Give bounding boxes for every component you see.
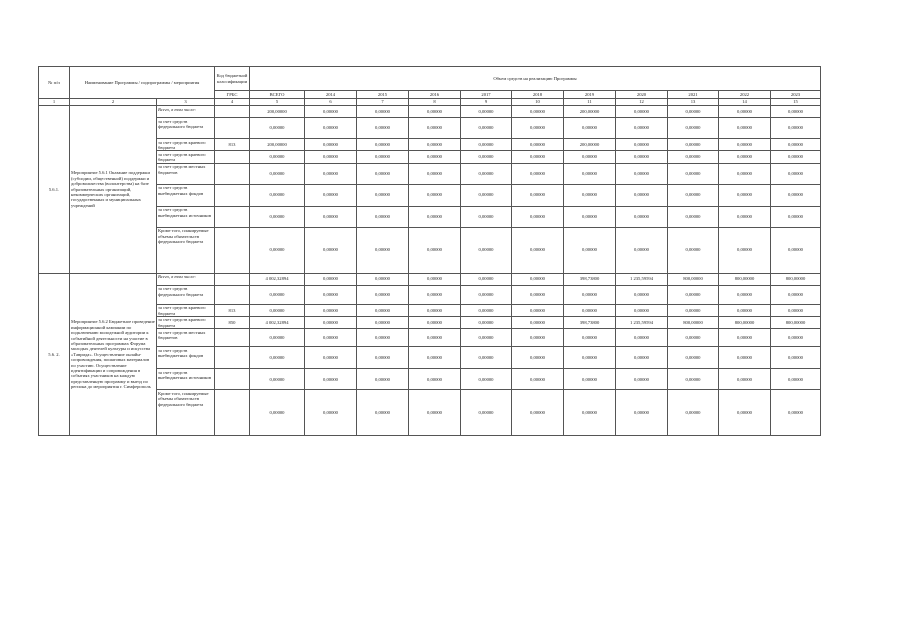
amount-cell: 0,00000 bbox=[668, 304, 719, 316]
funding-source: за счет средств местных бюджетов bbox=[157, 163, 215, 184]
amount-cell: 0,00000 bbox=[512, 118, 564, 139]
amount-cell: 0,00000 bbox=[668, 139, 719, 151]
amount-cell: 0,00000 bbox=[409, 151, 461, 163]
table-row bbox=[39, 118, 821, 139]
table-row bbox=[39, 163, 821, 184]
amount-cell: 0,00000 bbox=[564, 285, 616, 304]
header-year: 2019 bbox=[564, 91, 616, 99]
amount-cell: 0,00000 bbox=[719, 151, 771, 163]
header-grbs: ГРБС bbox=[215, 91, 250, 99]
amount-cell: 800,00000 bbox=[771, 316, 821, 328]
amount-cell: 1 235,59594 bbox=[616, 316, 668, 328]
amount-cell: 0,00000 bbox=[512, 139, 564, 151]
table-row bbox=[39, 390, 821, 436]
amount-cell: 0,00000 bbox=[461, 390, 512, 436]
amount-cell: 0,00000 bbox=[668, 369, 719, 390]
amount-cell: 0,00000 bbox=[512, 273, 564, 285]
amount-cell: 0,00000 bbox=[461, 184, 512, 206]
table-row bbox=[39, 227, 821, 273]
amount-cell: 0,00000 bbox=[668, 347, 719, 369]
amount-cell: 0,00000 bbox=[512, 151, 564, 163]
table-row bbox=[39, 273, 821, 285]
amount-cell: 398,73800 bbox=[564, 273, 616, 285]
amount-cell: 200,00000 bbox=[564, 106, 616, 118]
funding-source: Всего, в том числе: bbox=[157, 273, 215, 285]
amount-cell: 0,00000 bbox=[512, 227, 564, 273]
amount-cell: 0,00000 bbox=[357, 163, 409, 184]
amount-cell: 0,00000 bbox=[668, 184, 719, 206]
table-row bbox=[39, 285, 821, 304]
header-year: 2020 bbox=[616, 91, 668, 99]
amount-cell: 0,00000 bbox=[461, 118, 512, 139]
amount-cell: 0,00000 bbox=[616, 184, 668, 206]
amount-cell: 0,00000 bbox=[409, 106, 461, 118]
amount-cell: 398,73800 bbox=[564, 316, 616, 328]
amount-cell: 0,00000 bbox=[668, 227, 719, 273]
amount-cell: 0,00000 bbox=[357, 369, 409, 390]
budget-table bbox=[38, 66, 821, 436]
amount-cell: 0,00000 bbox=[461, 347, 512, 369]
amount-cell: 0,00000 bbox=[719, 227, 771, 273]
amount-cell: 0,00000 bbox=[564, 163, 616, 184]
amount-cell: 0,00000 bbox=[409, 316, 461, 328]
amount-cell: 0,00000 bbox=[668, 163, 719, 184]
amount-cell: 0,00000 bbox=[461, 139, 512, 151]
amount-cell: 0,00000 bbox=[512, 163, 564, 184]
amount-cell: 0,00000 bbox=[409, 285, 461, 304]
amount-cell: 0,00000 bbox=[771, 118, 821, 139]
amount-cell: 0,00000 bbox=[250, 304, 305, 316]
amount-cell: 0,00000 bbox=[250, 184, 305, 206]
column-index: 14 bbox=[719, 99, 771, 106]
amount-cell: 0,00000 bbox=[616, 151, 668, 163]
amount-cell: 0,00000 bbox=[409, 347, 461, 369]
amount-cell: 0,00000 bbox=[357, 273, 409, 285]
amount-cell: 0,00000 bbox=[668, 285, 719, 304]
amount-cell: 0,00000 bbox=[461, 329, 512, 347]
amount-cell: 0,00000 bbox=[305, 227, 357, 273]
amount-cell: 0,00000 bbox=[305, 163, 357, 184]
amount-cell: 200,00000 bbox=[250, 139, 305, 151]
amount-cell: 0,00000 bbox=[461, 206, 512, 227]
amount-cell: 0,00000 bbox=[357, 139, 409, 151]
amount-cell: 0,00000 bbox=[564, 390, 616, 436]
amount-cell: 0,00000 bbox=[719, 139, 771, 151]
amount-cell: 0,00000 bbox=[771, 285, 821, 304]
amount-cell: 0,00000 bbox=[512, 184, 564, 206]
amount-cell: 0,00000 bbox=[461, 273, 512, 285]
amount-cell: 0,00000 bbox=[461, 316, 512, 328]
amount-cell: 0,00000 bbox=[305, 369, 357, 390]
amount-cell: 4 002,32894 bbox=[250, 273, 305, 285]
amount-cell: 0,00000 bbox=[409, 227, 461, 273]
amount-cell: 0,00000 bbox=[616, 347, 668, 369]
table-row bbox=[39, 316, 821, 328]
amount-cell: 1 235,59594 bbox=[616, 273, 668, 285]
amount-cell: 0,00000 bbox=[668, 206, 719, 227]
funding-source: за счет средств краевого бюджета bbox=[157, 304, 215, 316]
amount-cell: 800,00000 bbox=[719, 316, 771, 328]
amount-cell: 800,00000 bbox=[668, 316, 719, 328]
amount-cell: 0,00000 bbox=[409, 304, 461, 316]
funding-source: за счет средств краевого бюджета bbox=[157, 316, 215, 328]
grbs-code bbox=[215, 106, 250, 118]
column-index: 12 bbox=[616, 99, 668, 106]
amount-cell: 0,00000 bbox=[771, 227, 821, 273]
funding-source: за счет средств внебюджетных источников bbox=[157, 369, 215, 390]
amount-cell: 0,00000 bbox=[719, 163, 771, 184]
amount-cell: 0,00000 bbox=[512, 106, 564, 118]
amount-cell: 0,00000 bbox=[250, 369, 305, 390]
amount-cell: 0,00000 bbox=[512, 316, 564, 328]
grbs-code: 813 bbox=[215, 139, 250, 151]
amount-cell: 0,00000 bbox=[771, 106, 821, 118]
amount-cell: 0,00000 bbox=[357, 390, 409, 436]
amount-cell: 0,00000 bbox=[771, 206, 821, 227]
amount-cell: 0,00000 bbox=[357, 304, 409, 316]
header-year: 2015 bbox=[357, 91, 409, 99]
amount-cell: 4 002,32894 bbox=[250, 316, 305, 328]
header-year: 2014 bbox=[305, 91, 357, 99]
amount-cell: 0,00000 bbox=[564, 329, 616, 347]
amount-cell: 0,00000 bbox=[357, 316, 409, 328]
amount-cell: 0,00000 bbox=[668, 329, 719, 347]
amount-cell: 800,00000 bbox=[771, 273, 821, 285]
amount-cell: 0,00000 bbox=[357, 118, 409, 139]
header-year: 2017 bbox=[461, 91, 512, 99]
grbs-code bbox=[215, 347, 250, 369]
amount-cell: 0,00000 bbox=[305, 316, 357, 328]
amount-cell: 0,00000 bbox=[564, 227, 616, 273]
amount-cell: 0,00000 bbox=[409, 390, 461, 436]
amount-cell: 0,00000 bbox=[512, 206, 564, 227]
amount-cell: 800,00000 bbox=[719, 273, 771, 285]
amount-cell: 0,00000 bbox=[305, 390, 357, 436]
amount-cell: 0,00000 bbox=[564, 347, 616, 369]
amount-cell: 0,00000 bbox=[409, 206, 461, 227]
amount-cell: 0,00000 bbox=[616, 329, 668, 347]
grbs-code bbox=[215, 227, 250, 273]
amount-cell: 0,00000 bbox=[250, 227, 305, 273]
funding-source: за счет средств внебюджетных источников bbox=[157, 206, 215, 227]
amount-cell: 0,00000 bbox=[512, 347, 564, 369]
amount-cell: 0,00000 bbox=[305, 347, 357, 369]
funding-source: Кроме того, планируемые объемы обязательств федерального бюджета bbox=[157, 227, 215, 273]
table-row bbox=[39, 329, 821, 347]
funding-source: за счет средств местных бюджетов bbox=[157, 329, 215, 347]
column-index: 7 bbox=[357, 99, 409, 106]
amount-cell: 0,00000 bbox=[719, 106, 771, 118]
amount-cell: 0,00000 bbox=[719, 369, 771, 390]
amount-cell: 0,00000 bbox=[616, 118, 668, 139]
grbs-code bbox=[215, 285, 250, 304]
column-index: 1 bbox=[39, 99, 70, 106]
amount-cell: 0,00000 bbox=[409, 118, 461, 139]
amount-cell: 0,00000 bbox=[409, 369, 461, 390]
grbs-code bbox=[215, 184, 250, 206]
amount-cell: 0,00000 bbox=[305, 151, 357, 163]
amount-cell: 0,00000 bbox=[616, 304, 668, 316]
amount-cell: 0,00000 bbox=[616, 139, 668, 151]
amount-cell: 0,00000 bbox=[409, 139, 461, 151]
grbs-code: 813 bbox=[215, 304, 250, 316]
funding-source: за счет средств внебюджетных фондов bbox=[157, 184, 215, 206]
amount-cell: 0,00000 bbox=[461, 151, 512, 163]
column-index: 15 bbox=[771, 99, 821, 106]
amount-cell: 0,00000 bbox=[305, 184, 357, 206]
amount-cell: 0,00000 bbox=[564, 369, 616, 390]
grbs-code bbox=[215, 151, 250, 163]
amount-cell: 0,00000 bbox=[719, 184, 771, 206]
table-row bbox=[39, 184, 821, 206]
amount-cell: 200,00000 bbox=[564, 139, 616, 151]
amount-cell: 0,00000 bbox=[409, 329, 461, 347]
amount-cell: 0,00000 bbox=[616, 369, 668, 390]
amount-cell: 0,00000 bbox=[250, 206, 305, 227]
column-index: 9 bbox=[461, 99, 512, 106]
amount-cell: 0,00000 bbox=[305, 118, 357, 139]
amount-cell: 0,00000 bbox=[250, 151, 305, 163]
amount-cell: 0,00000 bbox=[512, 390, 564, 436]
amount-cell: 0,00000 bbox=[409, 273, 461, 285]
item-number: 5.6. 2. bbox=[39, 273, 70, 436]
amount-cell: 0,00000 bbox=[250, 347, 305, 369]
amount-cell: 0,00000 bbox=[564, 304, 616, 316]
grbs-code bbox=[215, 206, 250, 227]
column-index: 5 bbox=[250, 99, 305, 106]
amount-cell: 0,00000 bbox=[250, 329, 305, 347]
table-row bbox=[39, 139, 821, 151]
amount-cell: 0,00000 bbox=[357, 151, 409, 163]
grbs-code bbox=[215, 390, 250, 436]
table-row bbox=[39, 304, 821, 316]
amount-cell: 0,00000 bbox=[409, 163, 461, 184]
column-index: 8 bbox=[409, 99, 461, 106]
header-year: 2023 bbox=[771, 91, 821, 99]
amount-cell: 0,00000 bbox=[357, 184, 409, 206]
amount-cell: 0,00000 bbox=[719, 118, 771, 139]
amount-cell: 0,00000 bbox=[771, 369, 821, 390]
table-row bbox=[39, 369, 821, 390]
amount-cell: 0,00000 bbox=[719, 206, 771, 227]
amount-cell: 0,00000 bbox=[616, 106, 668, 118]
amount-cell: 0,00000 bbox=[461, 369, 512, 390]
funding-source: Кроме того, планируемые объемы обязательств федерального бюджета bbox=[157, 390, 215, 436]
column-index: 11 bbox=[564, 99, 616, 106]
amount-cell: 0,00000 bbox=[250, 390, 305, 436]
grbs-code bbox=[215, 163, 250, 184]
amount-cell: 0,00000 bbox=[305, 139, 357, 151]
table-row bbox=[39, 347, 821, 369]
amount-cell: 0,00000 bbox=[461, 163, 512, 184]
amount-cell: 0,00000 bbox=[668, 390, 719, 436]
amount-cell: 0,00000 bbox=[409, 184, 461, 206]
amount-cell: 0,00000 bbox=[616, 206, 668, 227]
amount-cell: 0,00000 bbox=[668, 151, 719, 163]
funding-source: за счет средств краевого бюджета bbox=[157, 139, 215, 151]
column-index: 6 bbox=[305, 99, 357, 106]
amount-cell: 0,00000 bbox=[357, 347, 409, 369]
amount-cell: 0,00000 bbox=[771, 151, 821, 163]
amount-cell: 0,00000 bbox=[616, 163, 668, 184]
column-index: 3 bbox=[157, 99, 215, 106]
amount-cell: 0,00000 bbox=[461, 285, 512, 304]
amount-cell: 0,00000 bbox=[719, 285, 771, 304]
header-year: 2022 bbox=[719, 91, 771, 99]
amount-cell: 0,00000 bbox=[357, 329, 409, 347]
amount-cell: 0,00000 bbox=[512, 285, 564, 304]
amount-cell: 0,00000 bbox=[357, 106, 409, 118]
column-index: 2 bbox=[70, 99, 157, 106]
funding-source: за счет средств федерального бюджета bbox=[157, 118, 215, 139]
item-number: 5.6.1. bbox=[39, 106, 70, 274]
amount-cell: 0,00000 bbox=[564, 184, 616, 206]
amount-cell: 0,00000 bbox=[771, 304, 821, 316]
funding-source: за счет средств федерального бюджета bbox=[157, 285, 215, 304]
column-index: 4 bbox=[215, 99, 250, 106]
amount-cell: 0,00000 bbox=[771, 390, 821, 436]
amount-cell: 0,00000 bbox=[305, 106, 357, 118]
header-year: 2016 bbox=[409, 91, 461, 99]
header-name: Наименование Программы / подпрограммы / мероприятия bbox=[70, 67, 215, 99]
amount-cell: 0,00000 bbox=[771, 329, 821, 347]
table-row bbox=[39, 151, 821, 163]
header-code: Код бюджетной классификации bbox=[215, 67, 250, 91]
amount-cell: 0,00000 bbox=[564, 118, 616, 139]
grbs-code bbox=[215, 369, 250, 390]
amount-cell: 0,00000 bbox=[512, 369, 564, 390]
amount-cell: 0,00000 bbox=[616, 390, 668, 436]
funding-source: Всего, в том числе: bbox=[157, 106, 215, 118]
item-name: Мероприятие 5.6.1 Оказание поддержки (субсидии, общественной) поддержки и добровольчества (волонтерства) на базе образовательных организаций, некоммерческих организаций, государственных и муниципальных учреждений bbox=[70, 106, 157, 274]
amount-cell: 0,00000 bbox=[616, 285, 668, 304]
amount-cell: 0,00000 bbox=[357, 285, 409, 304]
header-volume: Объем средств на реализацию Программы bbox=[250, 67, 821, 91]
column-index: 13 bbox=[668, 99, 719, 106]
amount-cell: 0,00000 bbox=[668, 106, 719, 118]
amount-cell: 0,00000 bbox=[357, 227, 409, 273]
amount-cell: 0,00000 bbox=[564, 206, 616, 227]
amount-cell: 0,00000 bbox=[719, 304, 771, 316]
amount-cell: 0,00000 bbox=[461, 227, 512, 273]
budget-sheet bbox=[38, 66, 821, 436]
amount-cell: 0,00000 bbox=[564, 151, 616, 163]
amount-cell: 0,00000 bbox=[250, 163, 305, 184]
amount-cell: 0,00000 bbox=[357, 206, 409, 227]
header-year: 2021 bbox=[668, 91, 719, 99]
amount-cell: 0,00000 bbox=[305, 206, 357, 227]
funding-source: за счет средств краевого бюджета bbox=[157, 151, 215, 163]
amount-cell: 0,00000 bbox=[250, 285, 305, 304]
amount-cell: 0,00000 bbox=[305, 285, 357, 304]
table-row bbox=[39, 106, 821, 118]
amount-cell: 800,00000 bbox=[668, 273, 719, 285]
amount-cell: 0,00000 bbox=[305, 329, 357, 347]
amount-cell: 0,00000 bbox=[305, 273, 357, 285]
grbs-code: 850 bbox=[215, 316, 250, 328]
item-name: Мероприятие 5.6.2 Бюджетное проведение информационной кампании по подключению молодежной аудитории к событийной деятельности на участие в образовательных программах Форума молодых деятелей культуры и искусства «Таврида». Осуществление онлайн-сопровождения, пошаговых материалов по участию. Осуществление идентификации и сопровождения в событиях участников на каждую представленную программу и выезд по региона до мероприятия г. Симферополь bbox=[70, 273, 157, 436]
amount-cell: 0,00000 bbox=[250, 118, 305, 139]
amount-cell: 0,00000 bbox=[512, 329, 564, 347]
header-year: 2018 bbox=[512, 91, 564, 99]
amount-cell: 0,00000 bbox=[771, 163, 821, 184]
amount-cell: 200,00000 bbox=[250, 106, 305, 118]
amount-cell: 0,00000 bbox=[461, 304, 512, 316]
amount-cell: 0,00000 bbox=[461, 106, 512, 118]
funding-source: за счет средств внебюджетных фондов bbox=[157, 347, 215, 369]
grbs-code bbox=[215, 273, 250, 285]
header-year: ВСЕГО bbox=[250, 91, 305, 99]
table-row bbox=[39, 206, 821, 227]
amount-cell: 0,00000 bbox=[771, 347, 821, 369]
header-num: № п/п bbox=[39, 67, 70, 99]
grbs-code bbox=[215, 329, 250, 347]
amount-cell: 0,00000 bbox=[512, 304, 564, 316]
amount-cell: 0,00000 bbox=[719, 390, 771, 436]
column-index: 10 bbox=[512, 99, 564, 106]
amount-cell: 0,00000 bbox=[305, 304, 357, 316]
grbs-code bbox=[215, 118, 250, 139]
amount-cell: 0,00000 bbox=[719, 347, 771, 369]
amount-cell: 0,00000 bbox=[668, 118, 719, 139]
amount-cell: 0,00000 bbox=[771, 184, 821, 206]
amount-cell: 0,00000 bbox=[616, 227, 668, 273]
amount-cell: 0,00000 bbox=[771, 139, 821, 151]
amount-cell: 0,00000 bbox=[719, 329, 771, 347]
